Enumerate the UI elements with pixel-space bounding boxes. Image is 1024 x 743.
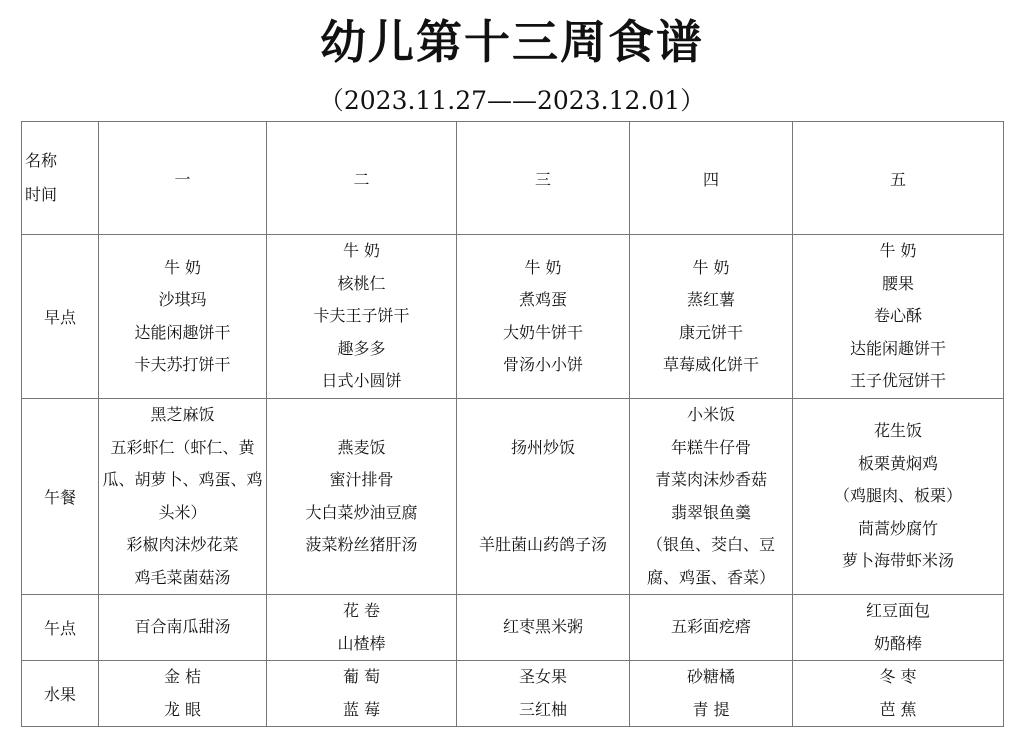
date-range: （2023.11.27——2023.12.01） — [318, 86, 706, 115]
menu-item: 五彩面疙瘩 — [670, 617, 751, 637]
corner-cell — [22, 122, 99, 235]
menu-item: 青菜肉沫炒香菇 — [654, 470, 767, 489]
menu-item: 卡夫苏打饼干 — [134, 355, 231, 374]
menu-item: 牛 奶 — [342, 241, 381, 261]
lunch-day-2 — [267, 399, 457, 595]
menu-item: 板栗黄焖鸡 — [857, 453, 938, 473]
menu-item: 头米） — [158, 502, 207, 522]
day-header-5: 五 — [793, 122, 1004, 235]
row-breakfast — [22, 235, 1004, 399]
snack-day-4 — [630, 595, 793, 661]
menu-item: 趣多多 — [337, 338, 386, 358]
menu-item-spacer — [540, 464, 545, 497]
menu-item: 芭 蕉 — [879, 699, 917, 719]
page-title: 幼儿第十三周食谱 — [320, 15, 704, 69]
menu-item: 卷心酥 — [873, 306, 922, 326]
day-header-3: 三 — [457, 122, 630, 235]
snack-day-2 — [267, 595, 457, 661]
breakfast-day-5 — [793, 235, 1004, 399]
menu-item: 葡 萄 — [342, 667, 381, 686]
menu-item-spacer — [540, 497, 545, 530]
lunch-day-4 — [630, 399, 793, 595]
breakfast-day-3 — [457, 235, 630, 399]
menu-item: 蜜汁排骨 — [329, 470, 394, 489]
menu-item: 草莓威化饼干 — [662, 355, 759, 374]
snack-day-5 — [793, 595, 1004, 661]
menu-item: 达能闲趣饼干 — [134, 322, 231, 342]
day-header-4: 四 — [630, 122, 793, 235]
menu-item: 骨汤小小饼 — [502, 355, 583, 374]
menu-item: 彩椒肉沫炒花菜 — [126, 535, 239, 554]
menu-item: 扬州炒饭 — [510, 437, 575, 457]
menu-item: 小米饭 — [686, 405, 735, 424]
menu-item: 康元饼干 — [678, 322, 743, 342]
menu-item: 菠菜粉丝猪肝汤 — [305, 535, 418, 554]
menu-item: 大白菜炒油豆腐 — [305, 502, 418, 522]
menu-item: （银鱼、茭白、豆 — [646, 535, 775, 554]
menu-item: 牛 奶 — [692, 257, 730, 277]
row-label-afternoon-snack: 午点 — [22, 595, 99, 661]
menu-item: 冬 枣 — [879, 667, 917, 686]
row-lunch — [22, 399, 1004, 595]
breakfast-day-1 — [99, 235, 267, 399]
menu-item: 砂糖橘 — [686, 667, 735, 686]
menu-item: 奶酪棒 — [873, 633, 922, 653]
menu-item: 沙琪玛 — [158, 290, 207, 309]
menu-item: 红豆面包 — [865, 601, 930, 620]
menu-item: 羊肚菌山药鸽子汤 — [478, 535, 607, 554]
breakfast-day-2 — [267, 235, 457, 399]
menu-item: 龙 眼 — [163, 699, 202, 719]
menu-item: 年糕牛仔骨 — [670, 437, 751, 457]
fruit-day-4 — [630, 661, 793, 727]
corner-label-name: 名称 — [25, 151, 58, 170]
menu-item: 百合南瓜甜汤 — [134, 617, 231, 637]
snack-day-3 — [457, 595, 630, 661]
menu-item: 翡翠银鱼羹 — [670, 502, 751, 522]
menu-item: 牛 奶 — [163, 257, 202, 277]
menu-item: 核桃仁 — [337, 273, 386, 293]
menu-item: 红枣黑米粥 — [502, 617, 583, 637]
menu-item: 金 桔 — [163, 667, 202, 686]
fruit-day-5 — [793, 661, 1004, 727]
menu-item: 蓝 莓 — [342, 699, 381, 719]
menu-item: 山楂棒 — [337, 633, 386, 653]
lunch-day-5 — [793, 399, 1004, 595]
header-row — [22, 122, 1004, 235]
row-afternoon-snack — [22, 595, 1004, 661]
menu-item: 王子优冠饼干 — [849, 371, 946, 391]
row-fruit — [22, 661, 1004, 727]
fruit-day-2 — [267, 661, 457, 727]
menu-item: （鸡腿肉、板栗） — [833, 486, 962, 506]
corner-label-time: 时间 — [25, 185, 58, 204]
row-label-breakfast: 早点 — [22, 235, 99, 399]
menu-item: 达能闲趣饼干 — [849, 338, 946, 358]
menu-item: 黑芝麻饭 — [150, 405, 215, 424]
row-label-lunch: 午餐 — [22, 399, 99, 595]
day-header-1: 一 — [99, 122, 267, 235]
menu-item: 卡夫王子饼干 — [313, 306, 410, 326]
menu-item: 蒸红薯 — [686, 290, 735, 309]
row-label-fruit: 水果 — [22, 661, 99, 727]
lunch-day-3 — [457, 399, 630, 595]
day-header-2: 二 — [267, 122, 457, 235]
menu-item: 牛 奶 — [524, 257, 562, 277]
menu-item: 花 卷 — [342, 601, 381, 620]
menu-item: 圣女果 — [518, 667, 567, 686]
menu-item: 青 提 — [692, 699, 730, 719]
breakfast-day-4 — [630, 235, 793, 399]
menu-item: 三红柚 — [518, 699, 567, 719]
menu-item: 瓜、胡萝卜、鸡蛋、鸡 — [102, 470, 263, 489]
fruit-day-1 — [99, 661, 267, 727]
menu-item: 牛 奶 — [879, 241, 917, 261]
menu-item: 燕麦饭 — [337, 437, 386, 457]
menu-item: 茼蒿炒腐竹 — [857, 518, 938, 538]
menu-item: 日式小圆饼 — [321, 371, 402, 391]
menu-item: 萝卜海带虾米汤 — [841, 551, 954, 571]
menu-item: 花生饭 — [873, 421, 922, 441]
snack-day-1 — [99, 595, 267, 661]
menu-item: 大奶牛饼干 — [502, 322, 583, 342]
fruit-day-3 — [457, 661, 630, 727]
menu-item: 煮鸡蛋 — [518, 290, 567, 309]
menu-item: 腐、鸡蛋、香菜） — [646, 567, 775, 587]
lunch-day-1 — [99, 399, 267, 595]
menu-item: 鸡毛菜菌菇汤 — [134, 567, 231, 587]
menu-table — [21, 121, 1004, 727]
menu-item: 五彩虾仁（虾仁、黄 — [110, 437, 255, 457]
menu-item: 腰果 — [881, 273, 914, 293]
